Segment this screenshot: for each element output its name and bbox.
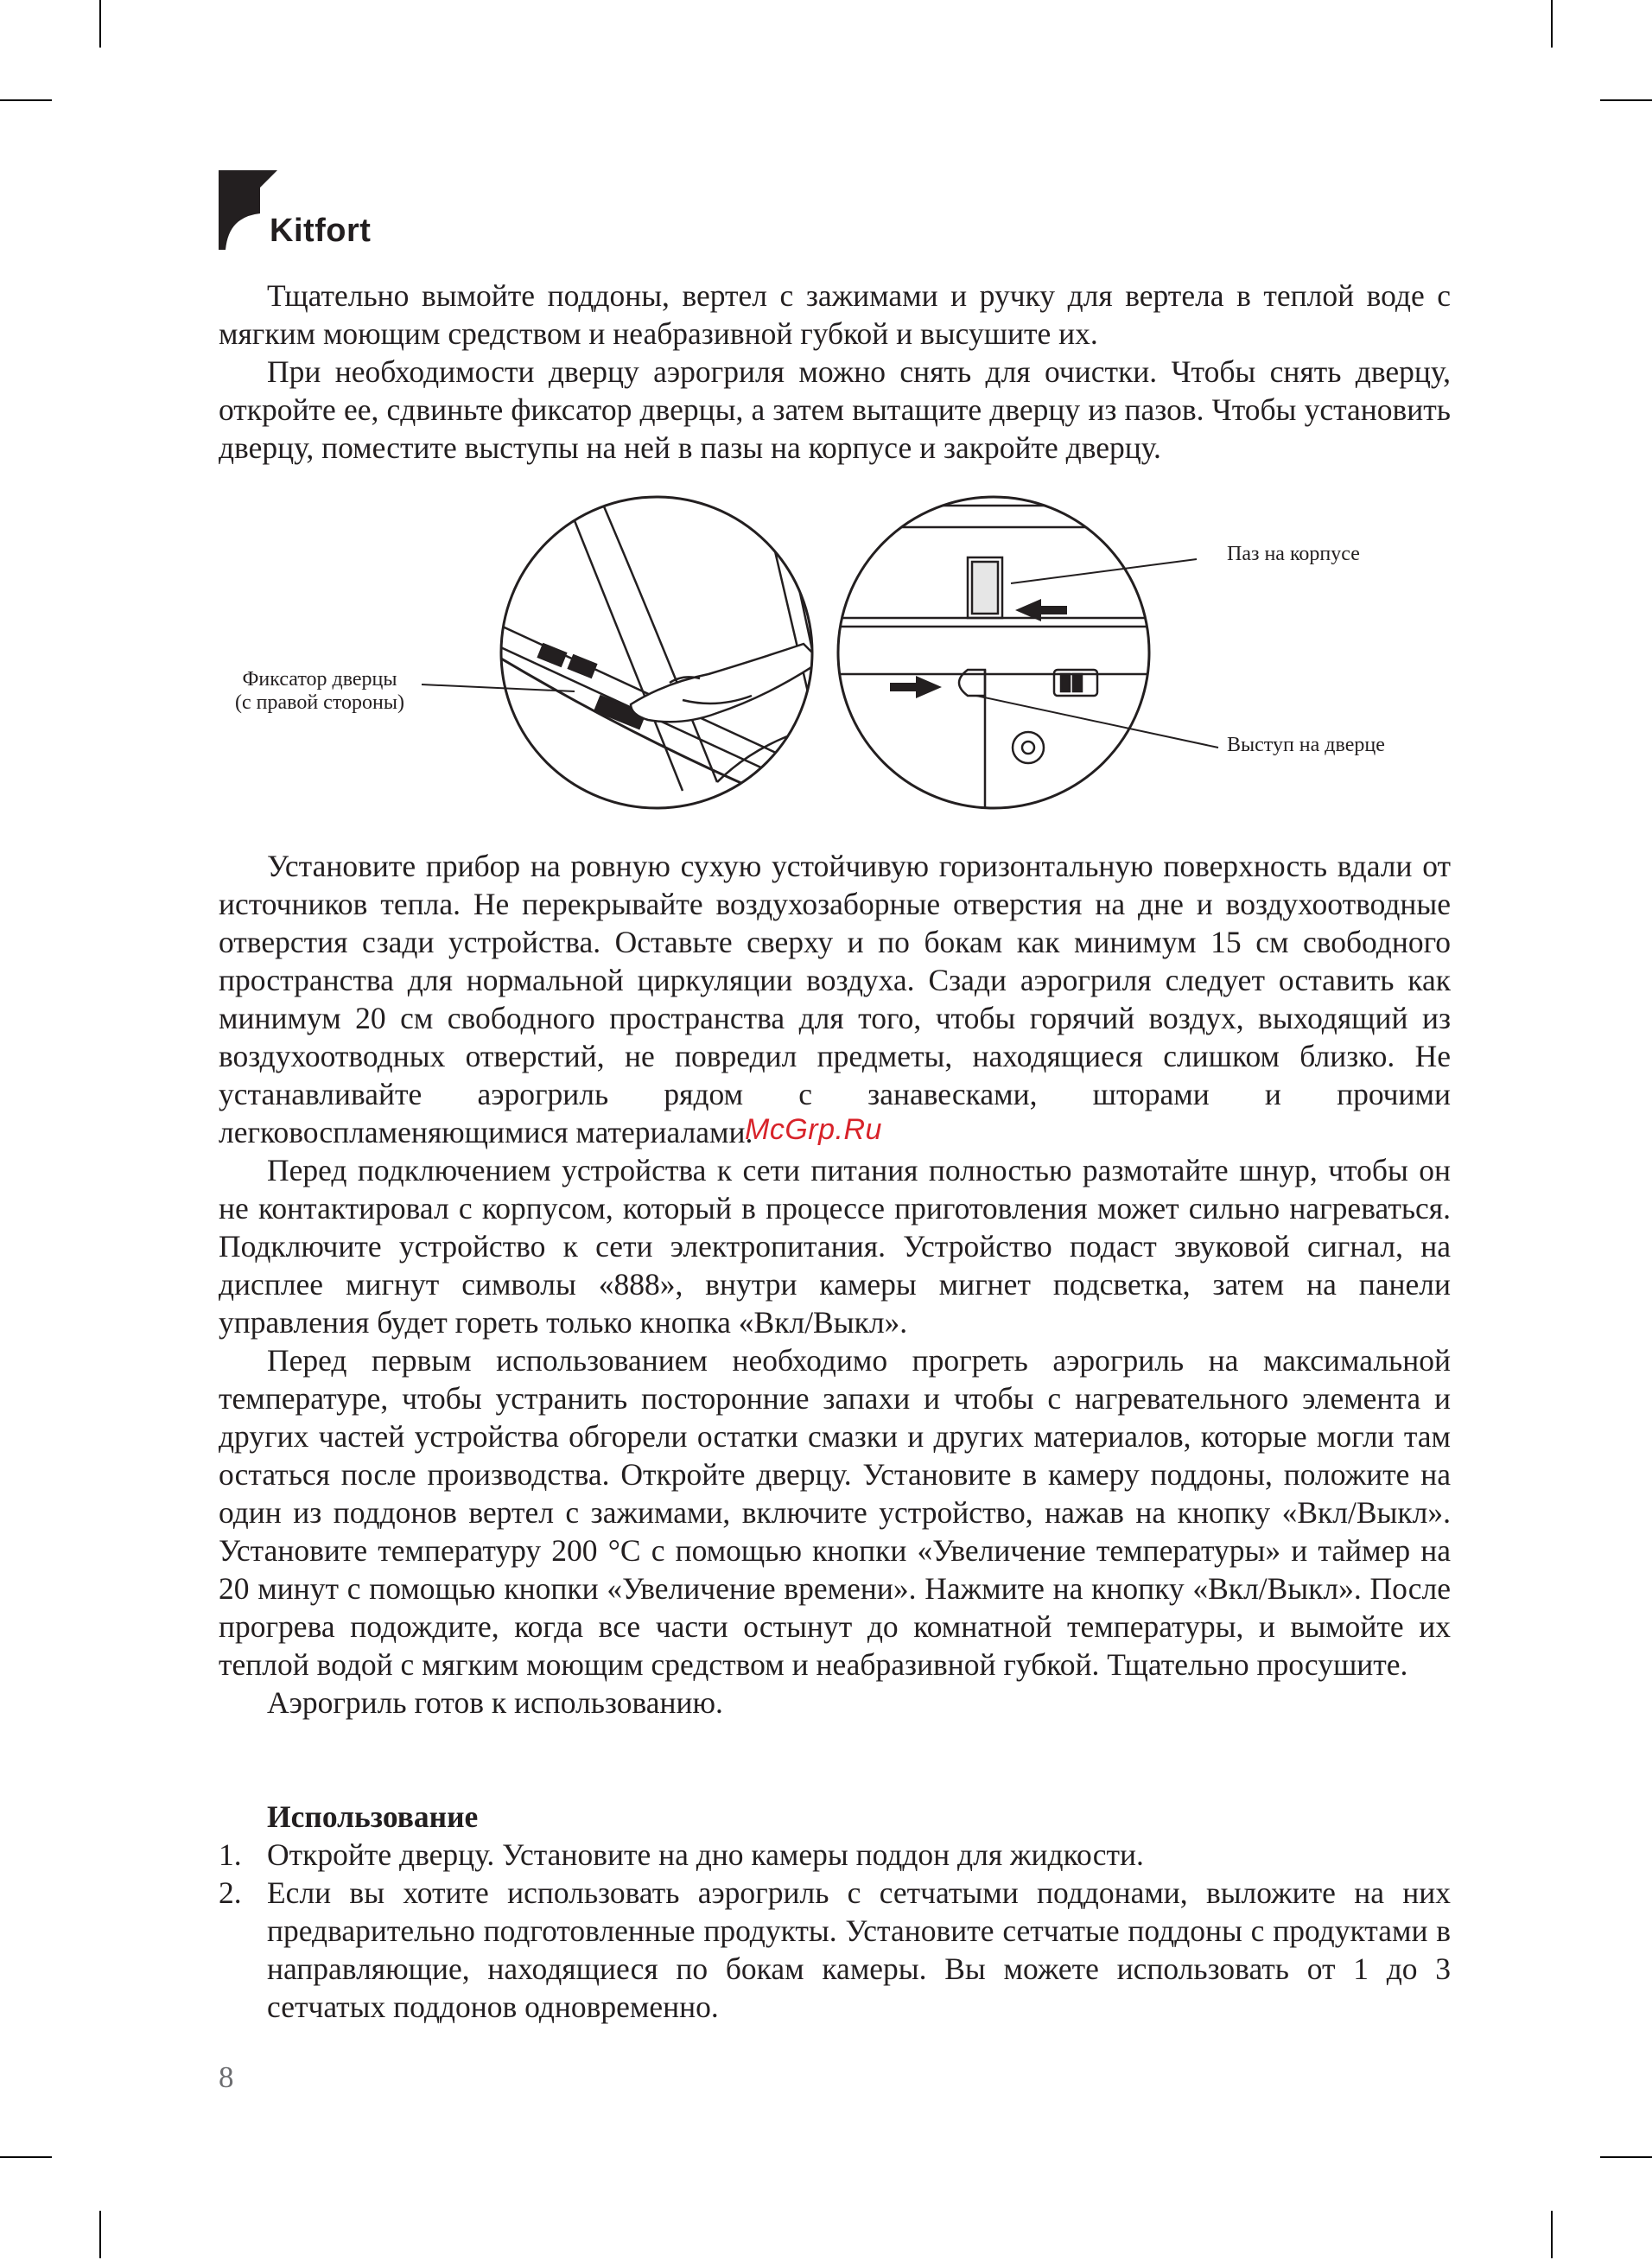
crop-mark bbox=[99, 2211, 101, 2258]
step-text: Откройте дверцу. Установите на дно камеры поддон для жидкости. bbox=[267, 1837, 1144, 1872]
latch-label-line2: (с правой стороны) bbox=[235, 691, 404, 714]
arrow-right-icon bbox=[890, 676, 942, 698]
setup-text bbox=[219, 847, 1451, 1722]
tab-label: Выступ на дверце bbox=[1227, 734, 1385, 756]
section-title: Использование bbox=[267, 1799, 479, 1834]
crop-mark bbox=[1600, 2156, 1652, 2158]
latch-label-line1: Фиксатор дверцы bbox=[242, 668, 397, 691]
intro-text bbox=[219, 277, 1451, 467]
usage-steps bbox=[219, 1836, 1451, 2026]
step-number: 1. bbox=[219, 1837, 242, 1872]
list-item bbox=[219, 1874, 1451, 2026]
paragraph: Перед подключением устройства к сети питания полностью размотайте шнур, чтобы он не контактировал с корпусом, который в процессе приготовления может сильно нагреваться. Подключите устройство к сети электропитания. Устройство подаст звуковой сигнал, на дисплее мигнут символы «888», внутри камеры мигнет подсветка, затем на панели управления будет гореть только кнопка «Вкл/Выкл». bbox=[219, 1153, 1451, 1340]
crop-mark bbox=[1600, 99, 1652, 101]
brand-name: Kitfort bbox=[270, 213, 372, 249]
crop-mark bbox=[0, 99, 52, 101]
crop-mark bbox=[99, 0, 101, 48]
latch-label bbox=[220, 668, 419, 715]
slot-label: Паз на корпусе bbox=[1227, 543, 1360, 565]
door-illustration bbox=[199, 488, 1460, 817]
paragraph: При необходимости дверцу аэрогриля можно снять для очистки. Чтобы снять дверцу, откройте ее, сдвиньте фиксатор дверцы, а затем вытащите дверцу из пазов. Чтобы установить дверцу, поместите выступы на ней в пазы на корпусе и закройте дверцу. bbox=[219, 354, 1451, 465]
step-number: 2. bbox=[219, 1875, 242, 1910]
door-removal-figure bbox=[199, 488, 1460, 817]
crop-mark bbox=[1551, 2211, 1553, 2258]
paragraph: Аэрогриль готов к использованию. bbox=[267, 1685, 723, 1720]
paragraph: Перед первым использованием необходимо прогреть аэрогриль на максимальной температуре, чтобы устранить посторонние запахи и чтобы с нагревательного элемента и других частей устройства обгорели остатки смазки и других материалов, которые могли там остаться после производства. Откройте дверцу. Установите в камеру поддоны, положите на один из поддонов вертел с зажимами, включите устройство, нажав на кнопку «Вкл/Выкл». Установите температуру 200 °С с помощью кнопки «Увеличение температуры» и таймер на 20 минут с помощью кнопки «Увеличение времени». Нажмите на кнопку «Вкл/Выкл». После прогрева подождите, когда все части остынут до комнатной температуры, и вымойте их теплой водой с мягким моющим средством и неабразивной губкой. Тщательно просушите. bbox=[219, 1343, 1451, 1682]
paragraph: Установите прибор на ровную сухую устойчивую горизонтальную поверхность вдали от источников тепла. Не перекрывайте воздухозаборные отверстия на дне и воздухоотводные отверстия сзади устройства. Оставьте сверху и по бокам как минимум 15 см свободного пространства для нормальной циркуляции воздуха. Сзади аэрогриля следует оставить как минимум 20 см свободного пространства для того, чтобы горячий воздух, выходящий из воздухоотводных отверстий, не повредил предметы, находящиеся слишком близко. Не устанавливайте аэрогриль рядом с занавесками, шторами и прочими легковоспламеняющимися материалами. bbox=[219, 849, 1451, 1149]
list-item bbox=[219, 1836, 1451, 1874]
step-text: Если вы хотите использовать аэрогриль с сетчатыми поддонами, выложите на них предварительно подготовленные продукты. Установите сетчатые поддоны с продуктами в направляющие, находящиеся по бокам камеры. Вы можете использовать от 1 до 3 сетчатых поддонов одновременно. bbox=[267, 1875, 1451, 2024]
watermark: McGrp.Ru bbox=[745, 1113, 882, 1146]
page-number: 8 bbox=[219, 2060, 234, 2094]
crop-mark bbox=[1551, 0, 1553, 48]
paragraph: Тщательно вымойте поддоны, вертел с зажимами и ручку для вертела в теплой воде с мягким моющим средством и неабразивной губкой и высушите их. bbox=[219, 278, 1451, 351]
crop-mark bbox=[0, 2156, 52, 2158]
